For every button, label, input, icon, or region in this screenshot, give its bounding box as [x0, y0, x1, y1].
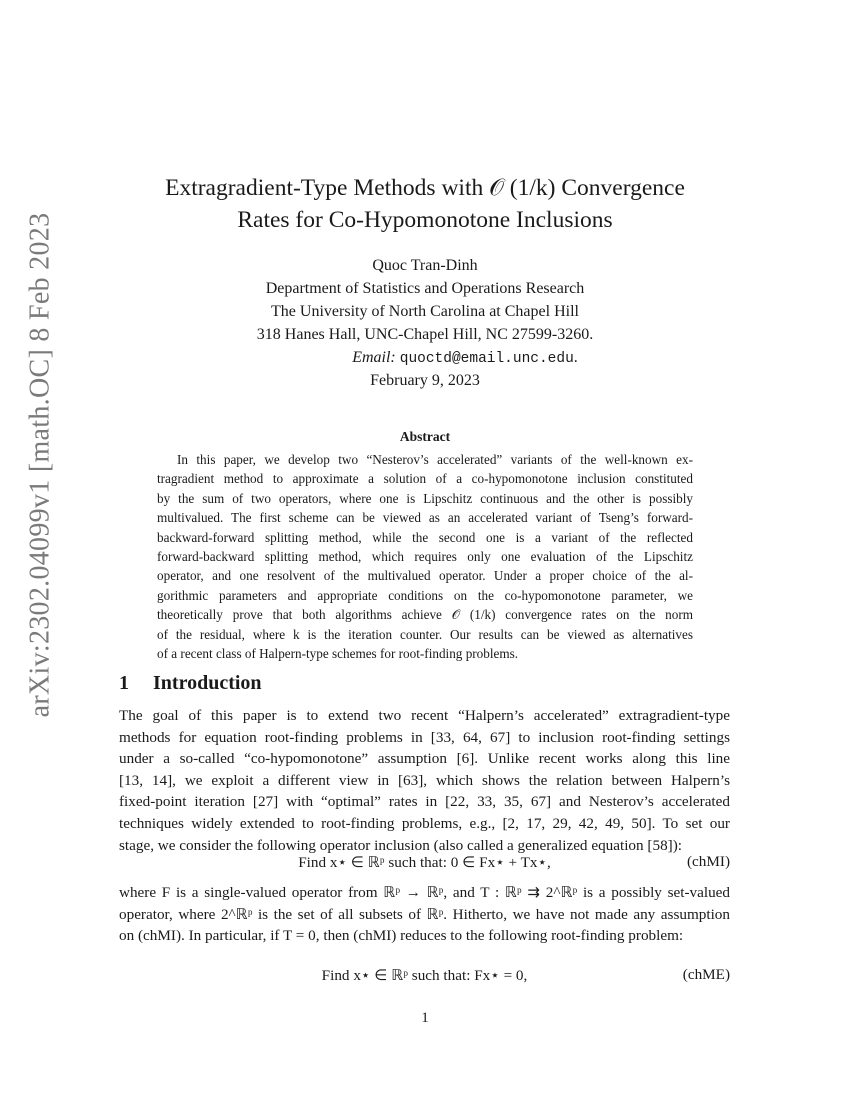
equation-chme-tag: (chME) [682, 966, 730, 983]
intro-paragraph-2 [119, 882, 730, 947]
equation-chmi-text: Find x⋆ ∈ ℝᵖ such that: 0 ∈ Fx⋆ + Tx⋆, [298, 854, 551, 871]
body-line: stage, we consider the following operator inclusion (also called a generalized equation [58]): [119, 836, 682, 854]
abstract-line: backward-forward splitting method, while the second one is a variant of the reflected [157, 529, 693, 545]
arxiv-stamp-text: arXiv:2302.04099v1 [math.OC] 8 Feb 2023 [24, 212, 56, 718]
title-line-2: Rates for Co-Hypomonotone Inclusions [237, 207, 613, 233]
author-email-line [120, 346, 730, 371]
body-line: [13, 14], we exploit a different view in [63], which shows the relation between Halpern’s [119, 771, 730, 789]
abstract-line: of a recent class of Halpern-type schemes for root-finding problems. [157, 646, 519, 662]
equation-chmi-tag: (chMI) [686, 853, 730, 870]
intro-paragraph-1 [119, 705, 730, 856]
section-title: Introduction [153, 672, 262, 694]
abstract-line: multivalued. The first scheme can be viewed as an accelerated variant of Tseng’s forward- [157, 510, 693, 526]
abstract-line: theoretically prove that both algorithms achieve 𝒪 (1/k) convergence rates on the norm [157, 607, 693, 623]
email-label: Email: [352, 349, 396, 366]
body-line: operator, where 2^ℝᵖ is the set of all subsets of ℝᵖ. Hitherto, we have not made any assumption [119, 905, 730, 923]
arxiv-stamp [10, 165, 70, 765]
body-line: where F is a single-valued operator from ℝᵖ → ℝᵖ, and T : ℝᵖ ⇉ 2^ℝᵖ is a possibly set-valued [119, 884, 730, 901]
abstract-body [157, 450, 693, 663]
abstract-line: forward-backward splitting method, which requires only one evaluation of the Lipschitz [157, 549, 693, 565]
email-suffix: . [573, 349, 578, 366]
title-line-1: Extragradient-Type Methods with 𝒪 (1/k) Convergence [165, 175, 685, 201]
section-number: 1 [119, 672, 129, 694]
equation-chmi [119, 853, 730, 875]
body-line: under a so-called “co-hypomonotone” assumption [6]. Unlike recent works along this line [119, 750, 730, 768]
author-department: Department of Statistics and Operations Research [265, 280, 585, 297]
author-address: 318 Hanes Hall, UNC-Chapel Hill, NC 27599-3260. [256, 326, 594, 343]
paper-date: February 9, 2023 [370, 372, 480, 389]
abstract-line: operator, and one resolvent of the multivalued operator. Under a proper choice of the al- [157, 568, 693, 584]
author-name: Quoc Tran-Dinh [372, 257, 478, 274]
author-university: The University of North Carolina at Chapel Hill [271, 303, 579, 320]
body-line: on (chMI). In particular, if T = 0, then (chMI) reduces to the following root-finding problem: [119, 927, 684, 945]
body-line: methods for equation root-finding problems in [33, 64, 67] to inclusion root-finding settings [119, 728, 730, 746]
equation-chme-text: Find x⋆ ∈ ℝᵖ such that: Fx⋆ = 0, [321, 967, 528, 984]
equation-chme [119, 966, 730, 988]
author-block [120, 254, 730, 371]
page-number: 1 [421, 1010, 429, 1026]
abstract-line: In this paper, we develop two “Nesterov’s accelerated” variants of the well-known ex- [177, 452, 693, 467]
abstract-line: of the residual, where k is the iteration counter. Our results can be viewed as alternatives [157, 626, 693, 642]
email-address[interactable]: quoctd@email.unc.edu [399, 351, 574, 367]
body-line: techniques widely extended to root-finding problems, e.g., [2, 17, 29, 42, 49, 50]. To set our [119, 814, 730, 832]
paper-title [120, 172, 730, 236]
body-line: fixed-point iteration [27] with “optimal” rates in [22, 33, 35, 67] and Nesterov’s accelerated [119, 793, 730, 811]
abstract-line: tragradient method to approximate a solution of a co-hypomonotone inclusion constituted [157, 471, 693, 487]
body-line: The goal of this paper is to extend two recent “Halpern’s accelerated” extragradient-type [119, 707, 730, 724]
section-heading-introduction [119, 672, 262, 695]
abstract-line: by the sum of two operators, where one is Lipschitz continuous and the other is possibly [157, 490, 693, 506]
abstract-line: gorithmic parameters and appropriate conditions on the co-hypomonotone parameter, we [157, 587, 693, 603]
abstract-heading: Abstract [399, 429, 451, 444]
